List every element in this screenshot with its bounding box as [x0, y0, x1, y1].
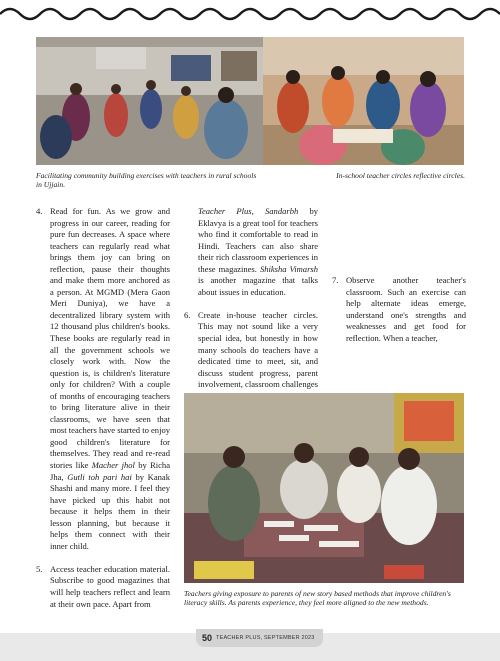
- page-number: 50: [202, 633, 213, 643]
- item-text: is another magazine that talks about issues in education.: [198, 275, 318, 297]
- book-title: Macher jhol: [91, 460, 135, 471]
- publication-name: TEACHER PLUS, SEPTEMBER 2023: [216, 635, 315, 641]
- photo-community-building: [36, 37, 263, 165]
- photo-teacher-circles: [263, 37, 464, 165]
- item-text: Create in-house teacher circles. This may not sound like a very special idea, but honestly in how many schools do teachers have a dedicated time to meet, sit, and discuss student progress, parent involvement, classroom challenges: [198, 309, 318, 390]
- magazine-title: Teacher Plus: [198, 206, 252, 216]
- column-1: [36, 206, 170, 610]
- caption-community-building: Facilitating community building exercises with teachers in rural schools in Ujjain.: [36, 171, 257, 190]
- item-text: by Richa Jha,: [50, 460, 171, 482]
- book-title: Gutli toh pari hai: [67, 471, 132, 482]
- list-item-access-material: [36, 564, 170, 610]
- item-text: by Kanak Shashi and many more. I feel they have picked up this habit not because it helps them in their lesson planning, but because it helps them connect with their inner child.: [50, 471, 170, 551]
- item-text: ,: [251, 206, 265, 216]
- column-3: [332, 206, 466, 344]
- list-item-read-for-fun: [36, 206, 170, 552]
- item-text: Access teacher education material. Subscribe to good magazines that will help teachers reflect and learn at their own pace. Apart from: [50, 563, 170, 609]
- wavy-border: [0, 0, 500, 30]
- caption-teacher-circles: In-school teacher circles reflective circles.: [336, 171, 465, 180]
- photo-parents-exposure: [184, 393, 464, 583]
- item-number: 5.: [36, 563, 43, 574]
- list-item-observe-classroom: [332, 275, 466, 344]
- item-text: by Eklavya is a great tool for teachers who find it comfortable to read in Hindi. Teachers can also share their rich classroom experiences in these magazines.: [198, 206, 319, 274]
- item-text: Observe another teacher's classroom. Such an exercise can help alternate ideas emerge, understand one's strengths and weaknesses and get food for reflection. When a teacher,: [346, 275, 466, 343]
- footer-page-badge: [196, 629, 323, 647]
- item-text: Read for fun. As we grow and progress in our career, reading for pure fun decreases. A space where teachers can regularly read what brings them joy can bring on reflection, pause their thoughts and make them more anchored as a person. At MGMD (Mera Gaon Meri Duniya), we have a decentralized library system with 12 thousand plus children's books. These books are regularly read in all the government schools we closely work with. Now the question is, is children's literature only for children? With a couple of months of encouraging teachers to bring literature alive in their classrooms, we have seen that most teachers have started to enjoy good children's literature for themselves. They read and re-read stories like: [50, 206, 170, 471]
- item-number: 6.: [184, 309, 191, 320]
- item-number: 4.: [36, 206, 43, 216]
- item-number: 7.: [332, 275, 339, 285]
- magazine-title: Shiksha Vimarsh: [259, 263, 318, 274]
- caption-parents-exposure: Teachers giving exposure to parents of new story based methods that improve children's literacy skills. As parents experience, they feel more aligned to the new methods.: [184, 589, 451, 608]
- list-item-access-material-cont: [184, 206, 318, 298]
- magazine-title: Sandarbh: [265, 206, 299, 216]
